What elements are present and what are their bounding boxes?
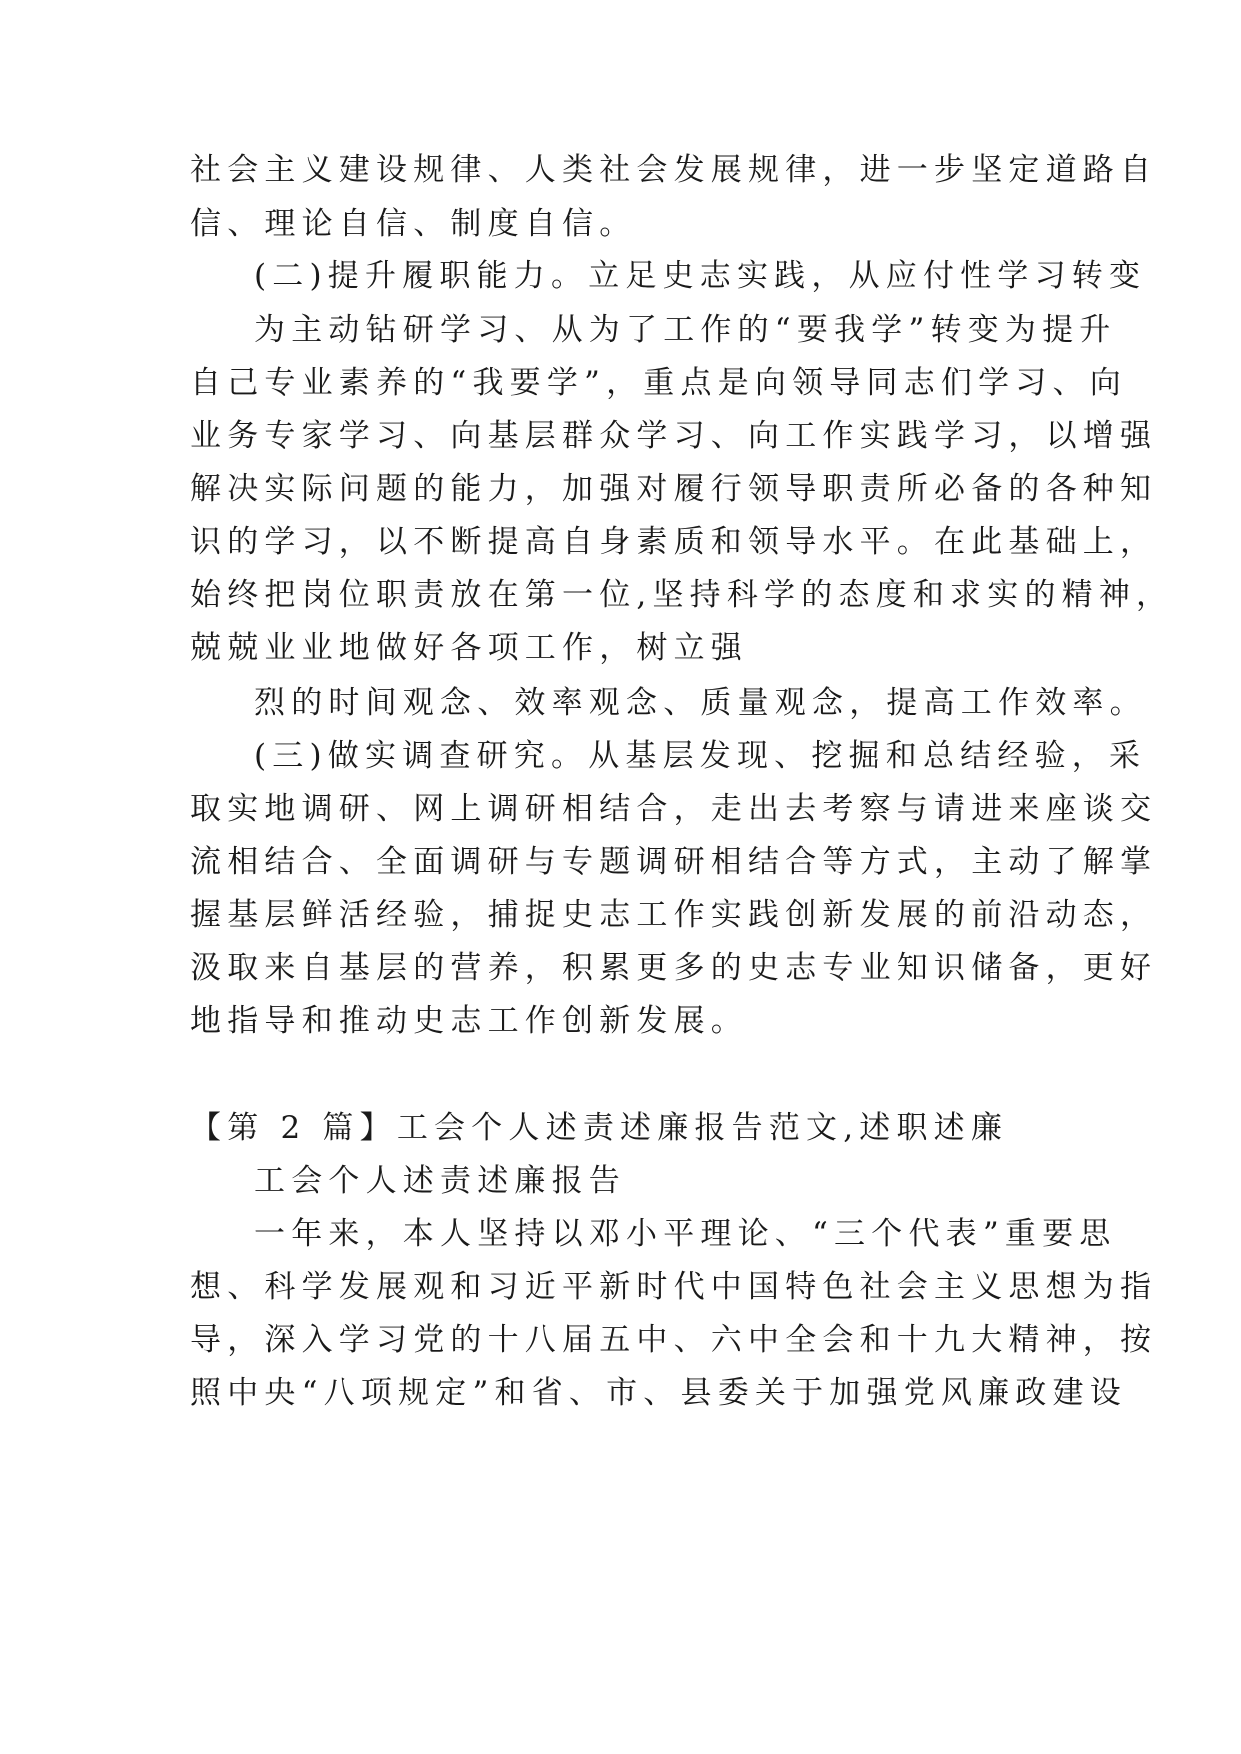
body-text-line: 自己专业素养的“我要学”，重点是向领导同志们学习、向	[190, 365, 1127, 401]
body-text-line: 为主动钻研学习、从为了工作的“要我学”转变为提升	[254, 312, 1117, 348]
body-text-line: 照中央“八项规定”和省、市、县委关于加强党风廉政建设	[190, 1375, 1127, 1411]
body-text-line: 流相结合、全面调研与专题调研相结合等方式，主动了解掌	[190, 844, 1158, 880]
body-text-line: 握基层鲜活经验，捕捉史志工作实践创新发展的前沿动态，	[190, 897, 1158, 933]
body-text-line: 识的学习，以不断提高自身素质和领导水平。在此基础上，	[190, 524, 1158, 560]
section-heading-line: (三)做实调查研究。从基层发现、挖掘和总结经验，采	[254, 738, 1147, 774]
body-text-line: 烈的时间观念、效率观念、质量观念，提高工作效率。	[254, 685, 1147, 721]
body-text-line: 解决实际问题的能力，加强对履行领导职责所必备的各种知	[190, 471, 1158, 507]
article-title-line: 【第 2 篇】工会个人述责述廉报告范文,述职述廉	[190, 1110, 1009, 1146]
body-text-line: 取实地调研、网上调研相结合，走出去考察与请进来座谈交	[190, 791, 1158, 827]
body-text-line: 导，深入学习党的十八届五中、六中全会和十九大精神，按	[190, 1322, 1158, 1358]
body-text-line: 一年来，本人坚持以邓小平理论、“三个代表”重要思	[254, 1216, 1117, 1252]
body-text-line: 信、理论自信、制度自信。	[190, 206, 637, 242]
body-text-line: 汲取来自基层的营养，积累更多的史志专业知识储备，更好	[190, 950, 1158, 986]
body-text-line: 想、科学发展观和习近平新时代中国特色社会主义思想为指	[190, 1269, 1158, 1305]
body-text-line: 社会主义建设规律、人类社会发展规律，进一步坚定道路自	[190, 152, 1158, 188]
body-text-line: 地指导和推动史志工作创新发展。	[190, 1003, 748, 1039]
body-text-line: 业务专家学习、向基层群众学习、向工作实践学习，以增强	[190, 418, 1158, 454]
section-heading-line: (二)提升履职能力。立足史志实践，从应付性学习转变	[254, 258, 1147, 294]
report-title: 工会个人述责述廉报告	[254, 1163, 626, 1199]
body-text-line: 始终把岗位职责放在第一位,坚持科学的态度和求实的精神，	[190, 577, 1174, 613]
body-text-line: 兢兢业业地做好各项工作，树立强	[190, 630, 748, 666]
